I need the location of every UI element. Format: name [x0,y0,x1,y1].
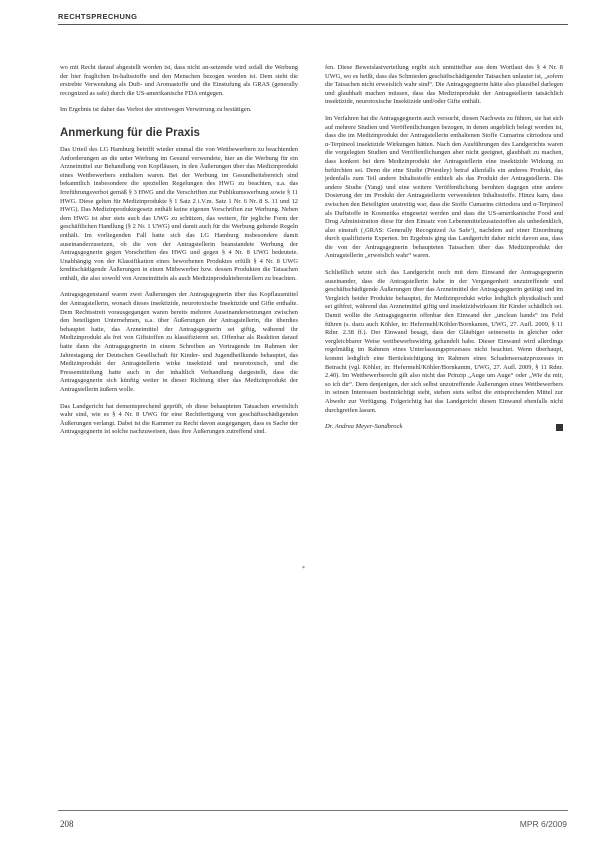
end-of-article-mark [556,424,563,431]
section-heading: Anmerkung für die Praxis [60,126,200,139]
author-signature: Dr. Andrea Meyer-Sandbrock [325,423,403,431]
left-column [60,64,298,445]
running-header: RECHTSPRECHUNG [58,12,138,21]
column-marker: * [302,566,305,572]
right-paragraph-2: Im Verfahren hat die Antragsgegnerin auch versucht, diesen Nachweis zu führen, sie hat sich auf mehrere Studien und Veröffentlichungen bezogen, in denen angeblich belegt worden ist, dass die im Medizinprodukt der Antragstellerin enthaltenen Stoffe Cumarins citriodora und α-Terpineol insektizide Wirkungen hätten. Nach den Ausführungen des Landgerichts waren die vorgelegten Studien und Veröffentlichungen aber nicht geeignet, glaubhaft zu machen, dass konkret bei dem Medizinprodukt der Antragstellerin eine insektizide Wirkung zu befürchten sei. Denn die eine Studie (Priestley) betraf allenfalls ein anderes Produkt, das jedenfalls zum Teil andere Inhaltsstoffe enthielt als das Produkt der Antragstellerin. Die andere Studie (Yang) und eine weitere Veröffentlichung beruhten dagegen eine andere Dosierung der im Produkt der Antragstellerin verwendeten Inhaltsstoffe. Hinzu kam, dass zwischen den Beteiligten unstreitig war, dass die Stoffe Cumarins citriodora und α-Terpineol als Duftstoffe in Kosmetika eingesetzt werden und dass die US-amerikanische Food and Drug Administration diese für den Einsatz von Lebensmittelzusatzstoffen als unbedenklich, also einstuft (‚GRAS: Generally Recognized As Safe‘), nachdem auf einer Einordnung durch qualifizierte Experten. Im Ergebnis ging das Landgericht daher nicht davon aus, dass die von der Antragsgegnerin behaupteten Tatsachen über das Medizinprodukt der Antragstellerin „erweislich wahr“ waren. [325,114,563,260]
footer-rule [58,810,568,811]
left-paragraph-3: Das Urteil des LG Hamburg betrifft wieder einmal die von Wettbewerbern zu beachtenden Anforderungen an die unter Werbung im Gesund verwendete, hier an die Werbung für ein Arzneimittel zur Behandlung von Kopfläusen, in den Äußerungen über das Medizinprodukt eines Wettbewerbers enthalten waren. Bei der Werbung im Gesundheitsbereich sind bekanntlich insbesondere die speziellen Regelungen des HWG zu beachten, u.a. das Irreführungsverbot gemäß § 3 HWG und die Verschriften zur Publikumswerbung sowie § 11 HWG. Diese gelten für Medizinprodukte § 1 Satz 2 i.V.m. Satz 1 Nr. 6 Nr. 8 S. 11 und 12 HWG). Das Medizinproduktegesetz enthält keine eigenen Vorschriften zur Werbung. Neben dem HWG ist aber stets auch das UWG zu schützen, das weitere, für jegliche Form der geschäftlichen Handlung (§ 2 Nr. 1 UWG) und damit auch für die Werbung geltende Regeln enthält. Im vorliegenden Fall hatte sich das LG Hamburg insbesondere damit auseinanderzusetzen, ob die von der Antragstellerin beanstandete Werbung der Antragsgegnerin gegen Vorschriften des HWG und gegen § 4 Nr. 8 UWG bedeutete. Unabhängig von der Klassifikation eines beworbenen Produktes erfüllt § 4 Nr. 8 UWG kreditschädigende Äußerungen in einen Mitbewerber bzw. dessen Produkten die Tatsachen enthält, die also sowohl von Arzneimitteln als auch Medizinprodukteherstellern zu beachten. [60,145,298,282]
right-paragraph-3: Schließlich setzte sich das Landgericht noch mit dem Einwand der Antragsgegnerin auseinander, dass die Antragstellerin habe in der Vergangenheit unzutreffende und geschäftschädigende Äußerungen über das Arzneimittel der Antragsgegnerin getätigt und im Vergleich beider Produkte behauptet, ihr Medizinprodukt wirke lediglich physikalisch und sei giftfrei, während das Arzneimittel giftig und insektizidwirksam für Kinder schädlich sei. Damit wollte die Antragsgegnerin offenbar den Einwand der „unclean hands“ ins Feld führen (s. dazu auch Köhler, in: Hefermehl/Köhler/Bornkamm, UWG, 27. Aufl. 2009, § 11 Rdnr. 2.38 ff.). Der Einwand besagt, dass der Gläubiger seinerseits in gleicher oder vergleichbarer Weise wettbewerbswidrig gehandelt habe. Dieser Einwand wird allerdings regelmäßig im Rahmen eines Unterlassungsprozesses nicht beachtet. Wenn überhaupt, kommt lediglich eine Berücksichtigung im Rahmen eines Schadensersatzprozesses in Betracht (vgl. Köhler, in: Hefermehl/Köhler/Bornkamm, UWG, 27. Aufl. 2009, § 11 Rdnr. 2.40). Im Wettbewerbsrecht gilt also nicht das Prinzip „Auge um Auge“ oder „Wie du mir, so ich dir“. Dem denjenigen, der sich selbst unzutreffende Äußerungen eines Wettbewerbers in seinen Interessen beeinträchtigt sieht, stehen stets selbst die entsprechenden Mittel zur Abwehr zur Verfügung. Folgerichtig hat das Landgericht diesen Einwand ebenfalls nicht durchgreifen lassen. [325,269,563,414]
left-paragraph-4: Antragsgegenstand waren zwei Äußerungen der Antragsgegnerin über das Kopflausmittel der Antragstellerin, wonach dieses insektizide, neurotoxische Insektizide und Gifte enthalte. Dem Rechtsstreit vorausgegangen waren bereits mehrere Auseinandersetzungen zwischen den beteiligten Unternehmen, u.a. über Äußerungen der Antragstellerin, die überdies behauptet hatte, das Arzneimittel der Antragsgegnerin sei giftig, während ihr Medizinprodukt als frei von Giftstoffen zu klassifizieren sei. Offenbar als Reaktion darauf hatte dann die Antragsgegnerin in einem Schreiben an Vortragende im Rahmen der Jahrestagung der Deutschen Gesellschaft für Kinder- und Jugendheilkunde behauptet, das Medizinprodukt der Antragstellerin wirke insektizid und neurotoxisch, und die Pressemitteilung hatte auch in der inhaltlich Verhandlung dargestellt, dass die Antragsgegnerin sich künftig weiter in dieser Richtung über das Medizinprodukt der Antragstellerin äußern wolle. [60,291,298,393]
left-paragraph-1: wo mit Recht darauf abgestellt worden ist, dass nicht an-setzende wird sofall die Werbung der hier fraglichen In-haltsstoffe und den Menschen bezogen worden ist. Dem steht die erstrebte Verwendung als Duft- und Aromastoffe und die Einstufung als GRAS (generally recognized as safe) durch die US-amerikanische FDA entgegen. [60,64,298,97]
journal-issue: MPR 6/2009 [519,819,567,829]
header-rule [58,24,568,25]
right-column [325,64,563,430]
right-paragraph-1: fen. Diese Beweislastverteilung ergibt sich unmittelbar aus dem Wortlaut des § 4 Nr. 8 UWG, wo es heißt, dass das Schmieden geschäftschädigender Tatsachen unlauter ist, „sofern die Tatsachen nicht erweislich wahr sind“. Die Antragsgegnerin hätte also plausibel darlegen und glaubhaft machen müssen, dass das Medizinprodukt der Antragstellerin tatsächlich insektizide, neurotoxische Insektizide und/oder Gifte enthält. [325,64,563,106]
page-number: 208 [60,819,74,829]
left-paragraph-5: Das Landgericht hat dementsprechend geprüft, ob diese behaupteten Tatsachen erweislich wahr sind, wie es § 4 Nr. 8 UWG für eine Rechtfertigung von geschäftsschädigenden Äußerungen verlangt. Dabei ist die Kammer zu Recht davon ausgegangen, dass es Sache der Antragsgegnerin ist solche nachzuweisen, dass ihre Äußerungen zutreffend sind. [60,402,298,436]
left-paragraph-2: Im Ergebnis ist daher das Verbot der streitwegen Verwirrung zu bestätigen. [60,106,252,114]
author-signature-row [325,423,563,430]
